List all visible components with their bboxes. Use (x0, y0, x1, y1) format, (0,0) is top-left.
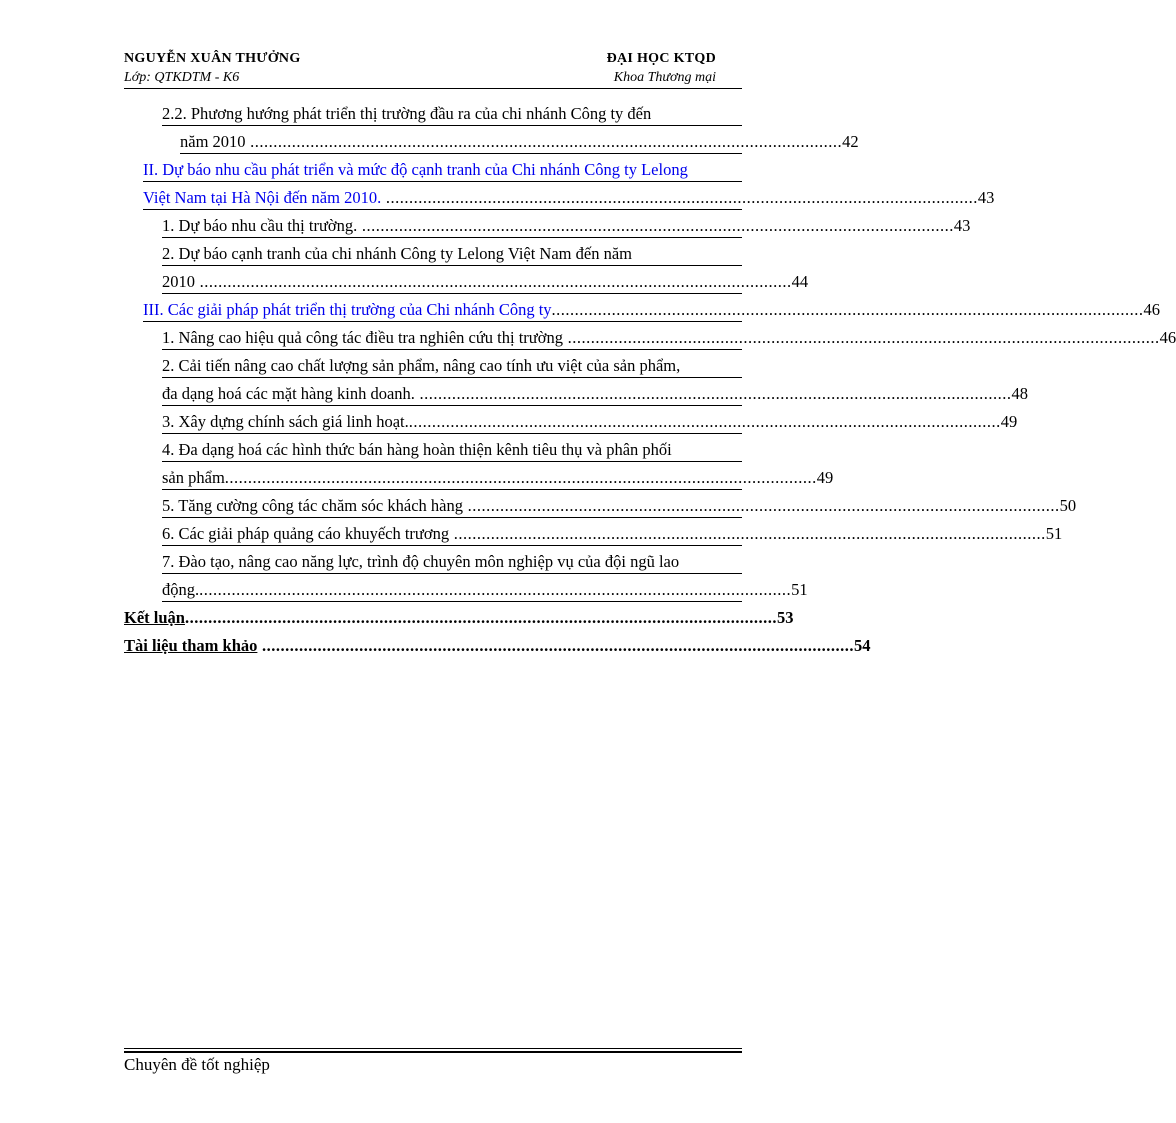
toc-entry-III-6[interactable]: 6. Các giải pháp quảng cáo khuyếch trương ................................................................................................................................ 51 (162, 524, 742, 546)
toc-entry-II-2-line1[interactable]: 2. Dự báo cạnh tranh của chi nhánh Công ty Lelong Việt Nam đến năm (162, 244, 742, 266)
dot-leader: ................................................................................................................................ (257, 636, 855, 655)
page-number: 51 (1045, 524, 1063, 543)
toc-entry-II-line1[interactable]: II. Dự báo nhu cầu phát triển và mức độ cạnh tranh của Chi nhánh Công ty Lelong (143, 160, 742, 182)
page-number: 54 (854, 636, 871, 655)
dot-leader: ................................................................................................................................ (562, 328, 1160, 347)
dot-leader: ................................................................................................................................ (414, 384, 1012, 403)
toc-entry-III-7-line2[interactable]: động. ................................................................................................................................ 51 (162, 580, 742, 602)
toc-entry-II-2-line2[interactable]: 2010 ................................................................................................................................ 44 (162, 272, 742, 294)
toc-entry-III-1[interactable]: 1. Nâng cao hiệu quả công tác điều tra nghiên cứu thị trường ................................................................................................................................ 46 (162, 328, 742, 350)
faculty-name: Khoa Thương mại (613, 70, 716, 85)
page-number: 49 (816, 468, 834, 487)
dot-leader: ................................................................................................................................ (449, 524, 1046, 543)
dot-leader: ................................................................................................................................ (551, 300, 1144, 319)
footer-divider-thin (124, 1048, 742, 1049)
dot-leader: ................................................................................................................................ (184, 608, 777, 627)
page-header (124, 49, 716, 87)
university-name: ĐẠI HỌC KTQD (606, 51, 716, 66)
toc-entry-2-2-line1[interactable]: 2.2. Phương hướng phát triển thị trường đầu ra của chi nhánh Công ty đến (162, 104, 742, 126)
page-number: 43 (977, 188, 995, 207)
page-number: 46 (1159, 328, 1176, 347)
class-label: Lớp: QTKDTM - K6 (124, 70, 240, 85)
toc-entry-III-3[interactable]: 3. Xây dựng chính sách giá linh hoạt. ................................................................................................................................ 49 (162, 412, 742, 434)
dot-leader: ................................................................................................................................ (199, 580, 792, 599)
page-number: 44 (791, 272, 809, 291)
page-number: 50 (1059, 496, 1077, 515)
toc-entry-III-5[interactable]: 5. Tăng cường công tác chăm sóc khách hàng ................................................................................................................................ 50 (162, 496, 742, 518)
toc-entry-III-2-line1[interactable]: 2. Cải tiến nâng cao chất lượng sản phẩm, nâng cao tính ưu việt của sản phẩm, (162, 356, 742, 378)
header-divider (124, 88, 742, 89)
toc-entry-III-2-line2[interactable]: đa dạng hoá các mặt hàng kinh doanh. ................................................................................................................................ 48 (162, 384, 742, 406)
dot-leader: ................................................................................................................................ (462, 496, 1060, 515)
page-number: 53 (776, 608, 794, 627)
dot-leader: ................................................................................................................................ (408, 412, 1001, 431)
toc-entry-conclusion[interactable]: Kết luận ................................................................................................................................ 53 (124, 608, 794, 627)
dot-leader: ................................................................................................................................ (224, 468, 817, 487)
footer-divider-thick (124, 1051, 742, 1053)
toc-entry-III[interactable]: III. Các giải pháp phát triển thị trường của Chi nhánh Công ty ................................................................................................................................ 46 (143, 300, 742, 322)
author-name: NGUYỄN XUÂN THƯỞNG (124, 51, 301, 66)
toc-entry-references[interactable]: Tài liệu tham khảo ................................................................................................................................ 54 (124, 636, 871, 655)
toc-entry-II-1[interactable]: 1. Dự báo nhu cầu thị trường. ................................................................................................................................ 43 (162, 216, 742, 238)
page-number: 43 (953, 216, 971, 235)
toc-entry-III-4-line1[interactable]: 4. Đa dạng hoá các hình thức bán hàng hoàn thiện kênh tiêu thụ và phân phối (162, 440, 742, 462)
toc-entry-III-7-line1[interactable]: 7. Đào tạo, nâng cao năng lực, trình độ chuyên môn nghiệp vụ của đội ngũ lao (162, 552, 742, 574)
page-number: 42 (842, 132, 859, 151)
toc-entry-II-line2[interactable]: Việt Nam tại Hà Nội đến năm 2010. ................................................................................................................................ 43 (143, 188, 742, 210)
dot-leader: ................................................................................................................................ (357, 216, 954, 235)
page-number: 46 (1143, 300, 1161, 319)
dot-leader: ................................................................................................................................ (381, 188, 978, 207)
page-number: 51 (791, 580, 808, 599)
page-number: 49 (1000, 412, 1018, 431)
dot-leader: ................................................................................................................................ (245, 132, 843, 151)
page-number: 48 (1011, 384, 1029, 403)
dot-leader: ................................................................................................................................ (195, 272, 792, 291)
toc-entry-2-2-line2[interactable]: năm 2010 ................................................................................................................................ 42 (180, 132, 742, 154)
page-footer: Chuyên đề tốt nghiệp (124, 1055, 270, 1074)
toc-entry-III-4-line2[interactable]: sản phẩm ................................................................................................................................ 49 (162, 468, 742, 490)
